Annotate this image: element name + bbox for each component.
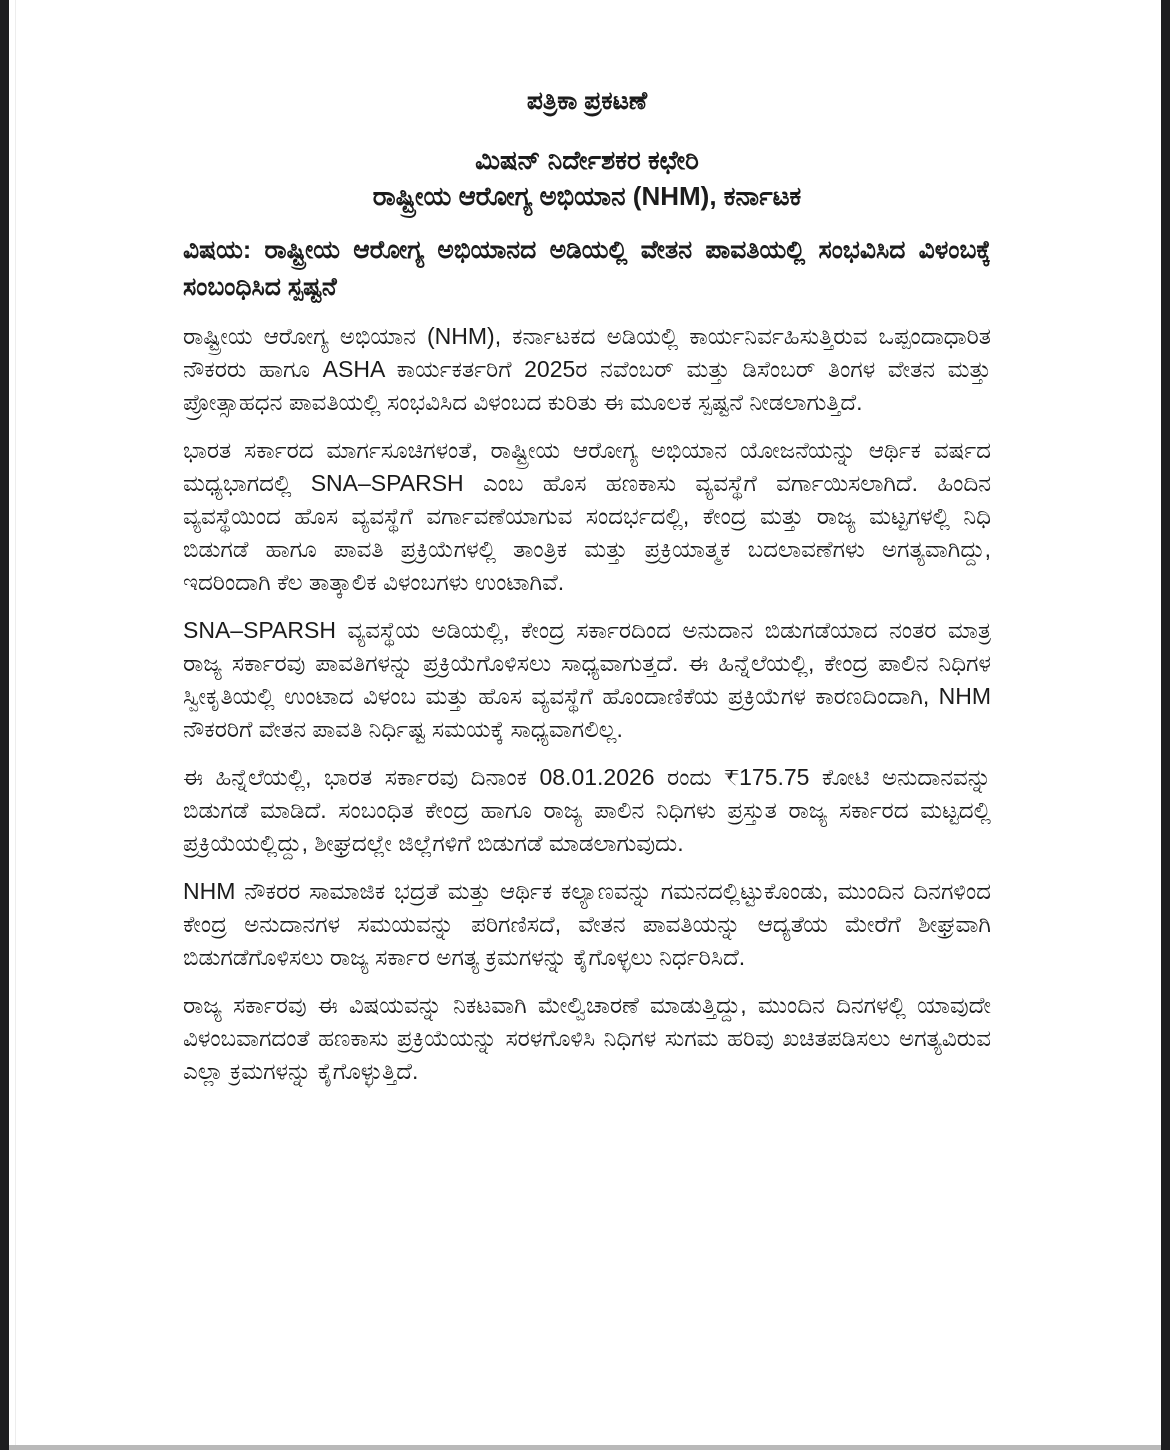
paragraph-monitoring: ರಾಜ್ಯ ಸರ್ಕಾರವು ಈ ವಿಷಯವನ್ನು ನಿಕಟವಾಗಿ ಮೇಲ್ವಿಚಾರಣೆ ಮಾಡುತ್ತಿದ್ದು, ಮುಂದಿನ ದಿನಗಳಲ್ಲಿ ಯಾವುದೇ ವಿಳಂಬವಾಗದಂತೆ ಹಣಕಾಸು ಪ್ರಕ್ರಿಯೆಯನ್ನು ಸರಳಗೊಳಿಸಿ ನಿಧಿಗಳ ಸುಗಮ ಹರಿವು ಖಚಿತಪಡಿಸಲು ಅಗತ್ಯವಿರುವ ಎಲ್ಲಾ ಕ್ರಮಗಳನ್ನು ಕೈಗೊಳ್ಳುತ್ತಿದೆ. [183, 992, 991, 1084]
document-title: ಪತ್ರಿಕಾ ಪ್ರಕಟಣೆ [526, 87, 648, 115]
paragraph-state-decision: NHM ನೌಕರರ ಸಾಮಾಜಿಕ ಭದ್ರತೆ ಮತ್ತು ಆರ್ಥಿಕ ಕಲ್ಯಾಣವನ್ನು ಗಮನದಲ್ಲಿಟ್ಟುಕೊಂಡು, ಮುಂದಿನ ದಿನಗಳಿಂದ ಕೇಂದ್ರ ಅನುದಾನಗಳ ಸಮಯವನ್ನು ಪರಿಗಣಿಸದೆ, ವೇತನ ಪಾವತಿಯನ್ನು ಆದ್ಯತೆಯ ಮೇರೆಗೆ ಶೀಘ್ರವಾಗಿ ಬಿಡುಗಡೆಗೊಳಿಸಲು ರಾಜ್ಯ ಸರ್ಕಾರ ಅಗತ್ಯ ಕ್ರಮಗಳನ್ನು ಕೈಗೊಳ್ಳಲು ನಿರ್ಧರಿಸಿದೆ. [183, 878, 991, 970]
screen-edge-bottom-bar [9, 1445, 1161, 1450]
document-content [183, 84, 991, 1088]
screen-edge-right-bar [1161, 0, 1170, 1450]
paragraph-delay-reason: SNA–SPARSH ವ್ಯವಸ್ಥೆಯ ಅಡಿಯಲ್ಲಿ, ಕೇಂದ್ರ ಸರ್ಕಾರದಿಂದ ಅನುದಾನ ಬಿಡುಗಡೆಯಾದ ನಂತರ ಮಾತ್ರ ರಾಜ್ಯ ಸರ್ಕಾರವು ಪಾವತಿಗಳನ್ನು ಪ್ರಕ್ರಿಯೆಗೊಳಿಸಲು ಸಾಧ್ಯವಾಗುತ್ತದೆ. ಈ ಹಿನ್ನೆಲೆಯಲ್ಲಿ, ಕೇಂದ್ರ ಪಾಲಿನ ನಿಧಿಗಳ ಸ್ವೀಕೃತಿಯಲ್ಲಿ ಉಂಟಾದ ವಿಳಂಬ ಮತ್ತು ಹೊಸ ವ್ಯವಸ್ಥೆಗೆ ಹೊಂದಾಣಿಕೆಯ ಪ್ರಕ್ರಿಯೆಗಳ ಕಾರಣದಿಂದಾಗಿ, NHM ನೌಕರರಿಗೆ ವೇತನ ಪಾವತಿ ನಿರ್ಧಿಷ್ಟ ಸಮಯಕ್ಕೆ ಸಾಧ್ಯವಾಗಲಿಲ್ಲ. [183, 617, 991, 742]
screen-edge-left-bar [0, 0, 9, 1450]
office-heading: ಮಿಷನ್ ನಿರ್ದೇಶಕರ ಕಛೇರಿ [475, 145, 699, 175]
paragraph-intro-clarification: ರಾಷ್ಟ್ರೀಯ ಆರೋಗ್ಯ ಅಭಿಯಾನ (NHM), ಕರ್ನಾಟಕದ ಅಡಿಯಲ್ಲಿ ಕಾರ್ಯನಿರ್ವಹಿಸುತ್ತಿರುವ ಒಪ್ಪಂದಾಧಾರಿತ ನೌಕರರು ಹಾಗೂ ASHA ಕಾರ್ಯಕರ್ತರಿಗೆ 2025ರ ನವೆಂಬರ್ ಮತ್ತು ಡಿಸೆಂಬರ್ ತಿಂಗಳ ವೇತನ ಮತ್ತು ಪ್ರೋತ್ಸಾಹಧನ ಪಾವತಿಯಲ್ಲಿ ಸಂಭವಿಸಿದ ವಿಳಂಬದ ಕುರಿತು ಈ ಮೂಲಕ ಸ್ಪಷ್ಟನೆ ನೀಡಲಾಗುತ್ತಿದೆ. [183, 323, 991, 415]
organization-heading: ರಾಷ್ಟ್ರೀಯ ಆರೋಗ್ಯ ಅಭಿಯಾನ (NHM), ಕರ್ನಾಟಕ [372, 181, 802, 211]
page-left-seam [15, 0, 16, 1450]
paragraph-grant-release: ಈ ಹಿನ್ನೆಲೆಯಲ್ಲಿ, ಭಾರತ ಸರ್ಕಾರವು ದಿನಾಂಕ 08.01.2026 ರಂದು ₹175.75 ಕೋಟಿ ಅನುದಾನವನ್ನು ಬಿಡುಗಡೆ ಮಾಡಿದೆ. ಸಂಬಂಧಿತ ಕೇಂದ್ರ ಹಾಗೂ ರಾಜ್ಯ ಪಾಲಿನ ನಿಧಿಗಳು ಪ್ರಸ್ತುತ ರಾಜ್ಯ ಸರ್ಕಾರದ ಮಟ್ಟದಲ್ಲಿ ಪ್ರಕ್ರಿಯೆಯಲ್ಲಿದ್ದು, ಶೀಘ್ರದಲ್ಲೇ ಜಿಲ್ಲೆಗಳಿಗೆ ಬಿಡುಗಡೆ ಮಾಡಲಾಗುವುದು. [183, 764, 991, 856]
paragraph-sna-sparsh-transition: ಭಾರತ ಸರ್ಕಾರದ ಮಾರ್ಗಸೂಚಿಗಳಂತೆ, ರಾಷ್ಟ್ರೀಯ ಆರೋಗ್ಯ ಅಭಿಯಾನ ಯೋಜನೆಯನ್ನು ಆರ್ಥಿಕ ವರ್ಷದ ಮಧ್ಯಭಾಗದಲ್ಲಿ SNA–SPARSH ಎಂಬ ಹೊಸ ಹಣಕಾಸು ವ್ಯವಸ್ಥೆಗೆ ವರ್ಗಾಯಿಸಲಾಗಿದೆ. ಹಿಂದಿನ ವ್ಯವಸ್ಥೆಯಿಂದ ಹೊಸ ವ್ಯವಸ್ಥೆಗೆ ವರ್ಗಾವಣೆಯಾಗುವ ಸಂದರ್ಭದಲ್ಲಿ, ಕೇಂದ್ರ ಮತ್ತು ರಾಜ್ಯ ಮಟ್ಟಗಳಲ್ಲಿ ನಿಧಿ ಬಿಡುಗಡೆ ಹಾಗೂ ಪಾವತಿ ಪ್ರಕ್ರಿಯೆಗಳಲ್ಲಿ ತಾಂತ್ರಿಕ ಮತ್ತು ಪ್ರಕ್ರಿಯಾತ್ಮಕ ಬದಲಾವಣೆಗಳು ಅಗತ್ಯವಾಗಿದ್ದು, ಇದರಿಂದಾಗಿ ಕೆಲ ತಾತ್ಕಾಲಿಕ ವಿಳಂಬಗಳು ಉಂಟಾಗಿವೆ. [183, 437, 991, 595]
subject-line: ವಿಷಯ: ರಾಷ್ಟ್ರೀಯ ಆರೋಗ್ಯ ಅಭಿಯಾನದ ಅಡಿಯಲ್ಲಿ ವೇತನ ಪಾವತಿಯಲ್ಲಿ ಸಂಭವಿಸಿದ ವಿಳಂಬಕ್ಕೆ ಸಂಬಂಧಿಸಿದ ಸ್ಪಷ್ಟನೆ [183, 236, 991, 301]
